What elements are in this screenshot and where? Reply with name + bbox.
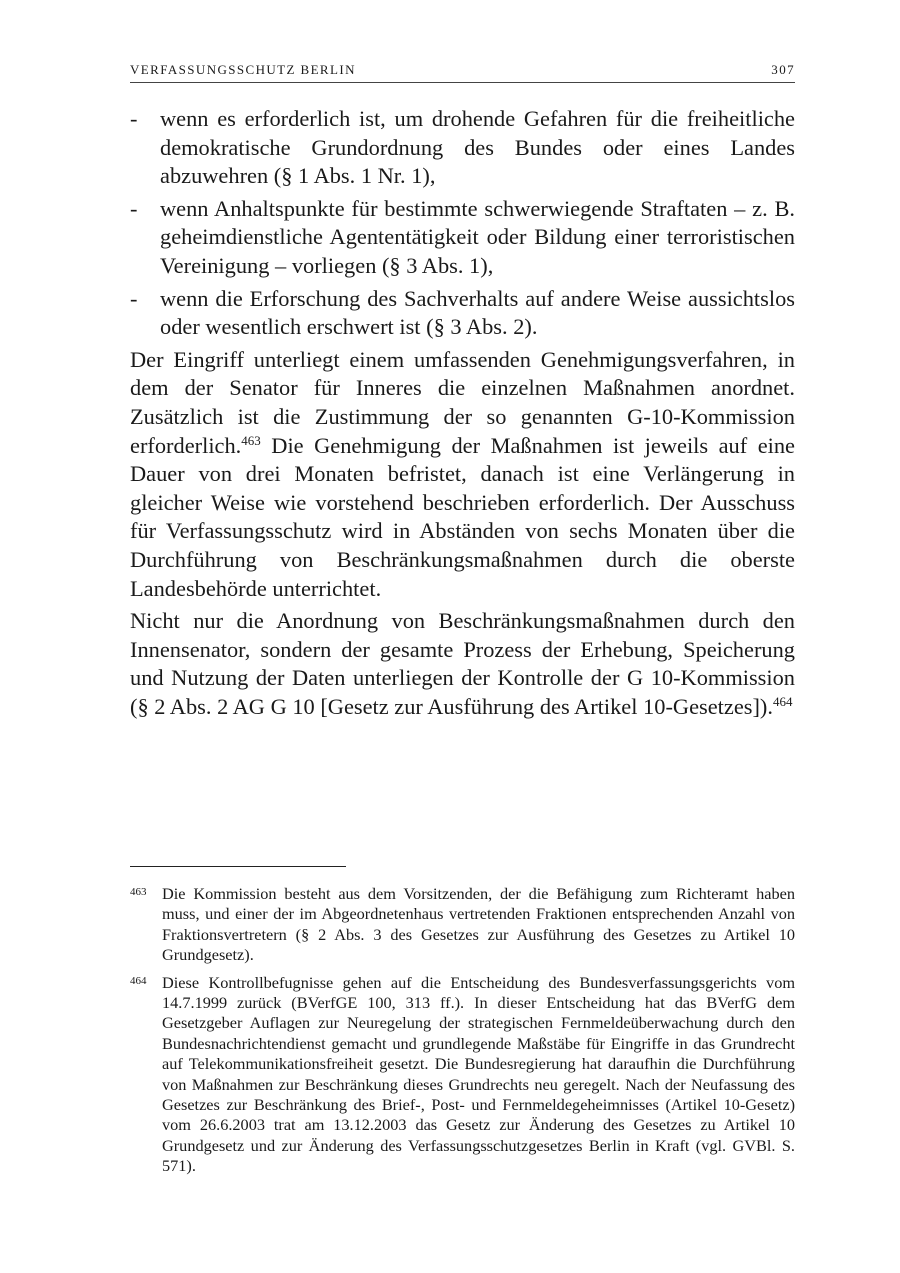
paragraph-control-commission [130, 607, 795, 721]
bullet-item [130, 285, 795, 342]
paragraph-text: Nicht nur die Anordnung von Beschränkungsmaßnahmen durch den Innensenator, sondern der gesamte Prozess der Erhebung, Speicherung und Nutzung der Daten unterliegen der Kontrolle der G 10-Kommission (§ 2 Abs. 2 AG G 10 [Gesetz zur Ausführung des Artikel 10-Gesetzes]). [130, 608, 795, 719]
footnote-reference-463[interactable]: 463 [241, 432, 261, 448]
footnote-number: 464 [130, 974, 147, 987]
footnote-text: Die Kommission besteht aus dem Vorsitzenden, der die Befähigung zum Richteramt haben muss, und einer der im Abgeordnetenhaus vertretenden Fraktionen entsprechenden Anzahl von Fraktionsvertretern (§ 2 Abs. 3 des Gesetzes zur Ausführung des Gesetzes zu Artikel 10 Grundgesetz). [162, 884, 795, 965]
paragraph-text: Der Eingriff unterliegt einem umfassenden Genehmigungsverfahren, in dem der Senator für Inneres die einzelnen Maßnahmen anordnet. Zusätzlich ist die Zustimmung der so genannten G-10-Kommission erforderlich. [130, 346, 795, 458]
footnote-text: Diese Kontrollbefugnisse gehen auf die Entscheidung des Bundesverfassungsgerichts vom 14.7.1999 zurück (BVerfGE 100, 313 ff.). In dieser Entscheidung hat das BVerfG dem Gesetzgeber Auflagen zur Neuregelung der strategischen Fernmeldeüberwachung durch den Bundesnachrichtendienst gemacht und grundlegende Maßstäbe für Eingriffe in das Grundrecht auf Telekommunikationsfreiheit gesetzt. Die Bundesregierung hat daraufhin die Durchführung von Maßnahmen zur Beschränkung dieses Grundrechts neu geregelt. Nach der Neufassung des Gesetzes zur Beschränkung des Brief-, Post- und Fernmeldegeheimnisses (Artikel 10-Gesetz) vom 26.6.2003 trat am 13.12.2003 das Gesetz zur Änderung des Gesetzes zu Artikel 10 Grundgesetz und zur Änderung des Verfassungsschutzgesetzes Berlin in Kraft (vgl. GVBl. S. 571). [162, 972, 795, 1176]
footnote-464 [130, 973, 795, 1177]
bullet-dash: - [130, 285, 138, 311]
paragraph-approval-procedure [130, 346, 795, 603]
footnote-separator [130, 866, 346, 867]
running-title: VERFASSUNGSSCHUTZ BERLIN [130, 62, 356, 77]
bullet-text: wenn die Erforschung des Sachverhalts auf andere Weise aussichtslos oder wesentlich erschwert ist (§ 3 Abs. 2). [160, 285, 795, 340]
bullet-dash: - [130, 195, 138, 221]
paragraph-text: Die Genehmigung der Maßnahmen ist jeweils auf eine Dauer von drei Monaten befristet, danach ist eine Verlängerung in gleicher Weise wie vorstehend beschrieben erforderlich. Der Ausschuss für Verfassungsschutz wird in Abständen von sechs Monaten über die Durchführung von Beschränkungsmaßnahmen durch die oberste Landesbehörde unterrichtet. [130, 432, 795, 601]
footnote-463 [130, 884, 795, 966]
bullet-text: wenn es erforderlich ist, um drohende Gefahren für die freiheitliche demokratische Grundordnung des Bundes oder eines Landes abzuwehren (§ 1 Abs. 1 Nr. 1), [160, 106, 795, 189]
footnote-reference-464[interactable]: 464 [772, 693, 793, 709]
bullet-item [130, 195, 795, 281]
page-number: 307 [771, 62, 795, 77]
footnotes [130, 884, 795, 1184]
main-text [130, 105, 795, 725]
footnote-number: 463 [130, 886, 147, 898]
running-header [130, 62, 795, 83]
bullet-text: wenn Anhaltspunkte für bestimmte schwerwiegende Straftaten – z. B. geheimdienstliche Agententätigkeit oder Bildung einer terroristischen Vereinigung – vorliegen (§ 3 Abs. 1), [160, 195, 795, 278]
bullet-item [130, 105, 795, 191]
bullet-dash: - [130, 106, 138, 131]
